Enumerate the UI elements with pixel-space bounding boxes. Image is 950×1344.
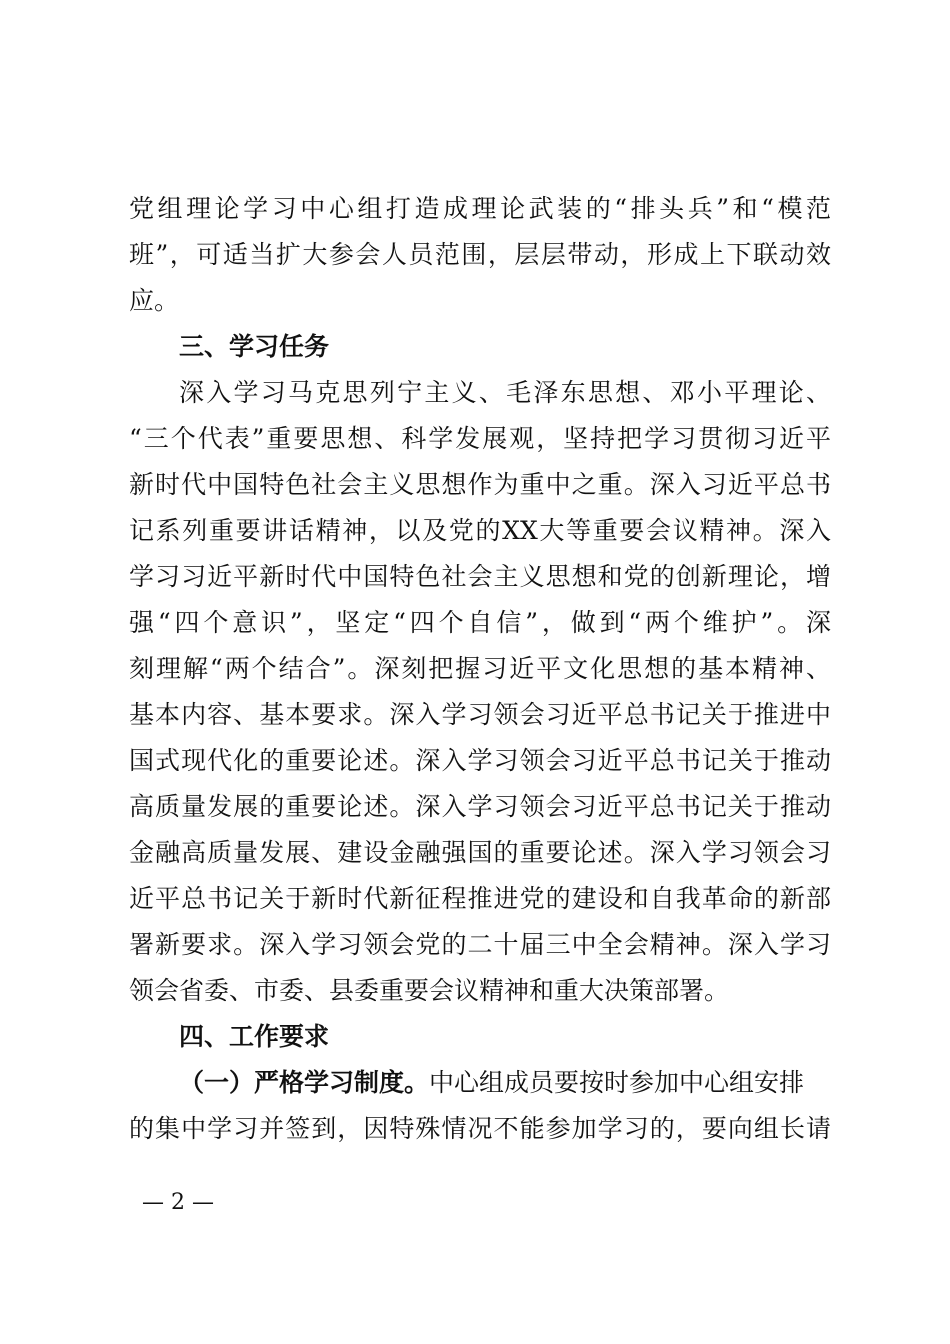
- paragraph-line: 党组理论学习中心组打造成理论武装的“排头兵”和“模范: [129, 194, 831, 223]
- paragraph-line: 学习习近平新时代中国特色社会主义思想和党的创新理论，增: [129, 562, 831, 591]
- paragraph-line: 领会省委、市委、县委重要会议精神和重大决策部署。: [129, 976, 730, 1005]
- paragraph-line: 强“四个意识”，坚定“四个自信”，做到“两个维护”。深: [129, 608, 831, 637]
- item-text: 中心组成员要按时参加中心组安排: [429, 1068, 805, 1097]
- paragraph-line: 基本内容、基本要求。深入学习领会习近平总书记关于推进中: [129, 700, 831, 729]
- paragraph-line: 应。: [129, 286, 180, 315]
- paragraph-line: 深入学习马克思列宁主义、毛泽东思想、邓小平理论、: [179, 378, 831, 407]
- paragraph-line: 新时代中国特色社会主义思想作为重中之重。深入习近平总书: [129, 470, 831, 499]
- paragraph-line: 金融高质量发展、建设金融强国的重要论述。深入学习领会习: [129, 838, 831, 867]
- paragraph-line: 署新要求。深入学习领会党的二十届三中全会精神。深入学习: [129, 930, 831, 959]
- paragraph-line: 刻理解“两个结合”。深刻把握习近平文化思想的基本精神、: [129, 654, 831, 683]
- section-heading-3: 三、学习任务: [179, 332, 330, 361]
- paragraph-line: 班”，可适当扩大参会人员范围，层层带动，形成上下联动效: [129, 240, 831, 269]
- paragraph-line: 的集中学习并签到，因特殊情况不能参加学习的，要向组长请: [129, 1114, 831, 1143]
- paragraph-line: [179, 1060, 831, 1106]
- page-number: — 2 —: [142, 1190, 214, 1215]
- paragraph-line: 近平总书记关于新时代新征程推进党的建设和自我革命的新部: [129, 884, 831, 913]
- paragraph-line: 记系列重要讲话精神，以及党的XX大等重要会议精神。深入: [129, 516, 831, 545]
- item-lead: （一）严格学习制度。: [179, 1068, 430, 1097]
- paragraph-line: “三个代表”重要思想、科学发展观，坚持把学习贯彻习近平: [129, 424, 831, 453]
- paragraph-line: 高质量发展的重要论述。深入学习领会习近平总书记关于推动: [129, 792, 831, 821]
- section-heading-4: 四、工作要求: [179, 1022, 330, 1051]
- paragraph-line: 国式现代化的重要论述。深入学习领会习近平总书记关于推动: [129, 746, 831, 775]
